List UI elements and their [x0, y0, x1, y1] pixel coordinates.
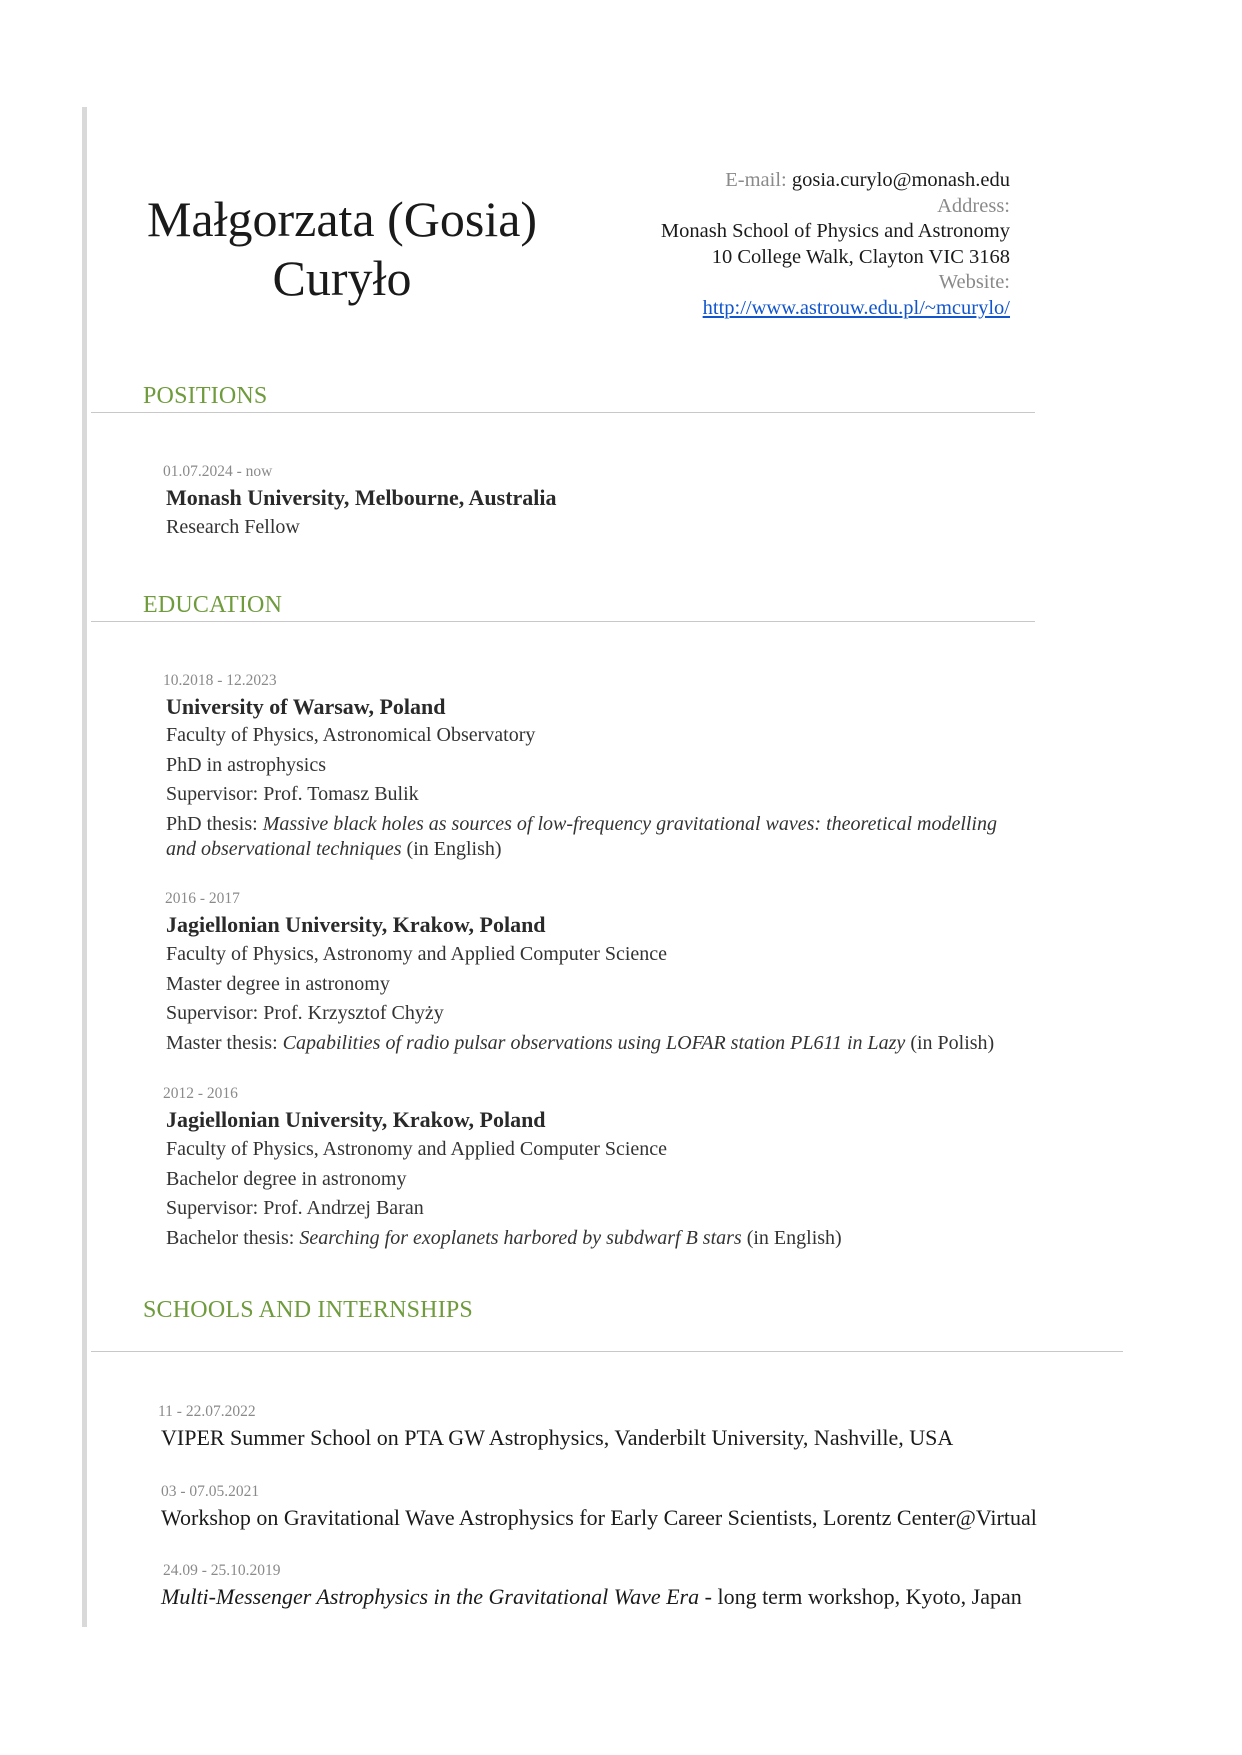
education-thesis	[166, 1227, 842, 1250]
address-line-2: 10 College Walk, Clayton VIC 3168	[711, 245, 1010, 268]
school-date: 11 - 22.07.2022	[158, 1403, 256, 1420]
education-faculty: Faculty of Physics, Astronomy and Applied Computer Science	[166, 1138, 668, 1160]
school-entry	[161, 1584, 1022, 1610]
thesis-language: (in English)	[406, 838, 502, 860]
email-label: E-mail:	[725, 169, 787, 191]
address-line-1: Monash School of Physics and Astronomy	[660, 220, 1010, 242]
education-org: Jagiellonian University, Krakow, Poland	[166, 912, 546, 937]
education-rule	[91, 621, 1035, 622]
education-heading: EDUCATION	[143, 592, 283, 618]
education-org: Jagiellonian University, Krakow, Poland	[166, 1107, 546, 1132]
education-date: 2016 - 2017	[165, 890, 240, 907]
positions-rule	[91, 412, 1035, 413]
school-date: 03 - 07.05.2021	[161, 1483, 260, 1500]
education-degree: Master degree in astronomy	[166, 973, 390, 995]
education-faculty: Faculty of Physics, Astronomical Observatory	[166, 724, 536, 746]
school-date: 24.09 - 25.10.2019	[163, 1562, 281, 1579]
education-supervisor: Supervisor: Prof. Krzysztof Chyży	[166, 1002, 444, 1024]
education-thesis	[166, 1032, 994, 1055]
thesis-label: PhD thesis:	[166, 813, 258, 835]
thesis-title: Massive black holes as sources of low-frequency gravitational waves: theoretical modelling	[262, 813, 997, 835]
thesis-label: Master thesis:	[166, 1032, 278, 1054]
thesis-language: (in Polish)	[910, 1032, 995, 1054]
thesis-language: (in English)	[746, 1227, 842, 1249]
school-entry-detail: - long term workshop, Kyoto, Japan	[699, 1584, 1022, 1609]
left-margin-bar	[82, 107, 87, 1627]
thesis-title-cont: and observational techniques	[166, 838, 402, 860]
school-entry-title: Multi-Messenger Astrophysics in the Gravitational Wave Era	[161, 1584, 700, 1609]
email-value: gosia.curylo@monash.edu	[791, 169, 1010, 191]
position-date: 01.07.2024 - now	[163, 463, 273, 480]
education-date: 10.2018 - 12.2023	[163, 672, 277, 689]
education-supervisor: Supervisor: Prof. Andrzej Baran	[166, 1197, 424, 1219]
website-label: Website:	[938, 271, 1010, 293]
school-entry: Workshop on Gravitational Wave Astrophysics for Early Career Scientists, Lorentz Center@Virtual	[161, 1505, 1037, 1530]
schools-rule	[91, 1351, 1123, 1352]
address-label: Address:	[937, 194, 1010, 217]
education-thesis-line-2	[166, 838, 502, 861]
education-date: 2012 - 2016	[163, 1085, 238, 1102]
contact-block	[661, 168, 1010, 321]
education-org: University of Warsaw, Poland	[166, 694, 446, 719]
website-link[interactable]: http://www.astrouw.edu.pl/~mcurylo/	[702, 296, 1010, 319]
schools-heading: SCHOOLS AND INTERNSHIPS	[143, 1297, 473, 1323]
email-row	[661, 168, 1010, 194]
positions-heading: POSITIONS	[143, 383, 268, 409]
thesis-label: Bachelor thesis:	[166, 1227, 295, 1249]
school-entry: VIPER Summer School on PTA GW Astrophysics, Vanderbilt University, Nashville, USA	[161, 1425, 954, 1450]
thesis-title: Searching for exoplanets harbored by subdwarf B stars	[299, 1227, 742, 1249]
person-name	[130, 190, 554, 308]
person-name-first: Małgorzata (Gosia)	[146, 191, 538, 247]
education-degree: PhD in astrophysics	[166, 754, 326, 776]
education-supervisor: Supervisor: Prof. Tomasz Bulik	[166, 783, 419, 805]
thesis-title: Capabilities of radio pulsar observations using LOFAR station PL611 in Lazy	[282, 1032, 906, 1054]
position-org: Monash University, Melbourne, Australia	[166, 485, 557, 510]
education-thesis-line-1	[166, 813, 997, 836]
person-name-last: Curyło	[272, 250, 412, 306]
education-faculty: Faculty of Physics, Astronomy and Applied Computer Science	[166, 943, 668, 965]
education-degree: Bachelor degree in astronomy	[166, 1168, 407, 1190]
position-role: Research Fellow	[166, 516, 300, 538]
